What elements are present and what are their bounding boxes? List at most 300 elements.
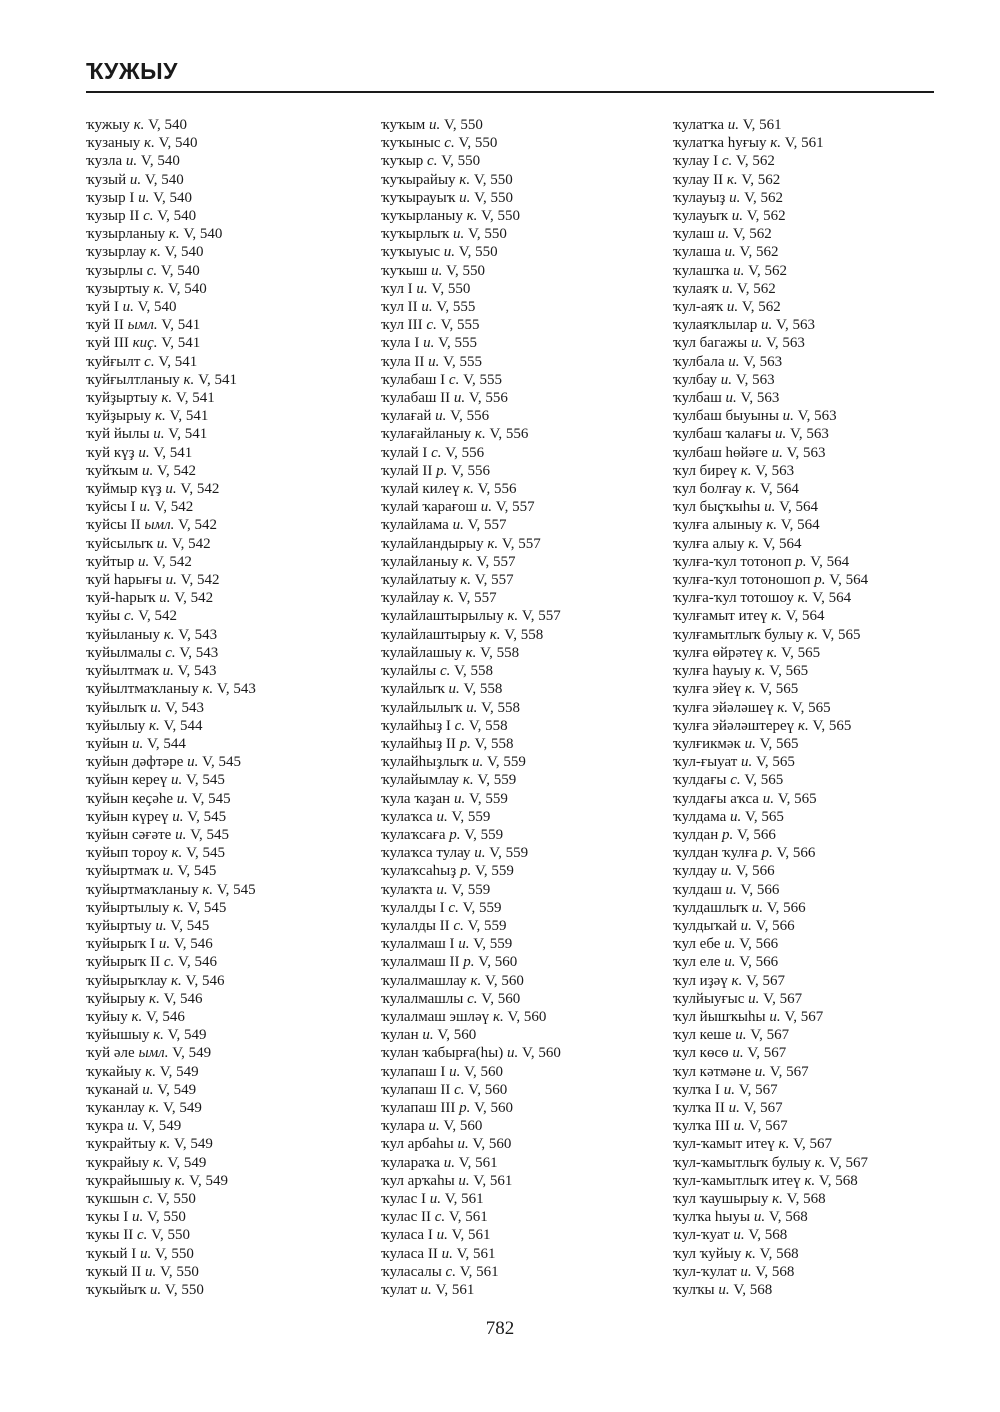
- entry-part-of-speech: и.: [751, 899, 763, 916]
- dictionary-entry: [381, 171, 561, 189]
- dictionary-entry: [86, 808, 256, 826]
- entry-reference: V, 562: [729, 226, 772, 243]
- entry-part-of-speech: к.: [183, 371, 195, 388]
- dictionary-entry: [673, 280, 868, 298]
- entry-part-of-speech: к.: [168, 226, 180, 243]
- entry-part-of-speech: к.: [745, 1245, 756, 1262]
- dictionary-entry: [673, 1263, 868, 1281]
- dictionary-entry: [86, 680, 256, 698]
- entry-part-of-speech: и.: [732, 1045, 744, 1062]
- entry-reference: V, 565: [741, 808, 784, 825]
- dictionary-entry: [381, 917, 561, 935]
- entry-reference: V, 560: [503, 1008, 547, 1025]
- entry-part-of-speech: и.: [729, 189, 741, 206]
- dictionary-entry: [381, 808, 561, 826]
- entry-headword: ҡулаш: [673, 226, 718, 243]
- entry-part-of-speech: с.: [444, 135, 455, 152]
- dictionary-entry: [381, 498, 561, 516]
- dictionary-entry: [673, 1154, 868, 1172]
- entry-part-of-speech: к.: [804, 1172, 816, 1189]
- dictionary-entry: [673, 353, 868, 371]
- entry-part-of-speech: и.: [172, 808, 184, 825]
- entry-part-of-speech: и.: [138, 553, 150, 570]
- entry-headword: ҡул II: [381, 299, 422, 316]
- entry-headword: ҡуканай: [86, 1081, 143, 1098]
- entry-part-of-speech: к.: [748, 535, 759, 552]
- dictionary-entry: [86, 1154, 256, 1172]
- entry-part-of-speech: и.: [744, 735, 756, 752]
- dictionary-entry: [86, 553, 256, 571]
- entry-headword: ҡузла: [86, 153, 126, 170]
- entry-headword: ҡулабаш II: [381, 390, 454, 407]
- dictionary-entry: [86, 407, 256, 425]
- entry-reference: V, 541: [157, 335, 201, 352]
- entry-reference: V, 567: [743, 1045, 787, 1062]
- entry-reference: V, 540: [133, 299, 177, 316]
- entry-headword: ҡулға алыныу: [673, 517, 767, 534]
- entry-headword: ҡулайһыҙ II: [381, 735, 460, 752]
- dictionary-entry: [86, 953, 256, 971]
- entry-part-of-speech: и.: [733, 1227, 745, 1244]
- entry-headword: ҡул I: [381, 280, 417, 297]
- entry-headword: ҡукайыу: [86, 1063, 146, 1080]
- entry-part-of-speech: и.: [122, 299, 134, 316]
- entry-reference: V, 561: [455, 1154, 498, 1171]
- dictionary-entry: [381, 152, 561, 170]
- dictionary-entry: [381, 389, 561, 407]
- entry-part-of-speech: и.: [142, 1081, 154, 1098]
- dictionary-entry: [86, 389, 256, 407]
- dictionary-entry: [673, 1081, 868, 1099]
- dictionary-entry: [86, 444, 256, 462]
- entry-headword: ҡулалды II: [381, 917, 454, 934]
- dictionary-entry: [381, 1226, 561, 1244]
- entry-reference: V, 564: [776, 517, 820, 534]
- dictionary-entry: [673, 498, 868, 516]
- entry-headword: ҡул болғау: [673, 481, 746, 498]
- entry-headword: ҡулаҡсаһыҙ: [381, 863, 460, 880]
- entry-reference: V, 565: [777, 644, 821, 661]
- dictionary-entry: [86, 990, 256, 1008]
- entry-headword: ҡузырлы: [86, 262, 147, 279]
- entry-headword: ҡулдағы аҡса: [673, 790, 763, 807]
- entry-reference: V, 545: [198, 754, 242, 771]
- dictionary-entry: [673, 644, 868, 662]
- entry-headword: ҡулға эйәләшеү: [673, 699, 778, 716]
- dictionary-entry: [86, 189, 256, 207]
- entry-reference: V, 566: [762, 899, 806, 916]
- entry-headword: ҡузыр II: [86, 208, 144, 225]
- entry-part-of-speech: к.: [489, 626, 501, 643]
- dictionary-entry: [86, 589, 256, 607]
- entry-reference: V, 557: [491, 499, 535, 516]
- entry-part-of-speech: к.: [745, 481, 757, 498]
- entry-headword: ҡулалмаш II: [381, 954, 464, 971]
- entry-reference: V, 550: [477, 208, 521, 225]
- dictionary-entry: [673, 371, 868, 389]
- entry-headword: ҡулапаш III: [381, 1099, 460, 1116]
- entry-reference: V, 546: [174, 954, 217, 971]
- dictionary-entry: [673, 407, 868, 425]
- dictionary-entry: [86, 1226, 256, 1244]
- entry-reference: V, 545: [182, 845, 225, 862]
- dictionary-entry: [381, 862, 561, 880]
- entry-part-of-speech: ымл.: [138, 1045, 169, 1062]
- dictionary-entry: [381, 1154, 561, 1172]
- entry-headword: ҡуйсылыҡ: [86, 535, 157, 552]
- entry-part-of-speech: и.: [725, 390, 737, 407]
- dictionary-entry: [381, 680, 561, 698]
- entry-part-of-speech: к.: [133, 117, 145, 133]
- entry-part-of-speech: с.: [426, 317, 437, 334]
- entry-headword: ҡукы II: [86, 1227, 137, 1244]
- entry-part-of-speech: к.: [462, 553, 473, 570]
- entry-headword: ҡузаныу: [86, 135, 145, 152]
- entry-headword: ҡулдағы: [673, 772, 731, 789]
- dictionary-entry: [381, 1245, 561, 1263]
- dictionary-entry: [673, 899, 868, 917]
- entry-part-of-speech: и.: [764, 499, 776, 516]
- dictionary-entry: [673, 735, 868, 753]
- entry-headword: ҡулайлылыҡ: [381, 699, 467, 716]
- dictionary-entry: [86, 262, 256, 280]
- entry-part-of-speech: и.: [127, 1118, 139, 1135]
- entry-part-of-speech: к.: [778, 1136, 790, 1153]
- entry-headword: ҡулайлаштырылыу: [381, 608, 508, 625]
- entry-headword: ҡуйын кеҫәһе: [86, 790, 177, 807]
- entry-part-of-speech: с.: [434, 1209, 446, 1226]
- dictionary-entry: [381, 298, 561, 316]
- entry-headword: ҡулайландырыу: [381, 535, 488, 552]
- dictionary-entry: [381, 844, 561, 862]
- entry-part-of-speech: к.: [797, 590, 809, 607]
- entry-headword: ҡуласа I: [381, 1227, 437, 1244]
- entry-part-of-speech: и.: [420, 1282, 432, 1298]
- entry-part-of-speech: с.: [136, 1227, 148, 1244]
- entry-part-of-speech: р.: [795, 553, 807, 570]
- dictionary-entry: [381, 1190, 561, 1208]
- entry-reference: V, 558: [500, 626, 544, 643]
- entry-headword: ҡуйылтмаҡланыу: [86, 681, 203, 698]
- entry-reference: V, 545: [186, 826, 229, 843]
- entry-reference: V, 557: [463, 517, 507, 534]
- entry-reference: V, 567: [766, 1063, 809, 1080]
- entry-part-of-speech: с.: [427, 153, 438, 170]
- entry-reference: V, 545: [166, 917, 210, 934]
- entry-reference: V, 559: [463, 917, 507, 934]
- entry-reference: V, 561: [452, 1245, 496, 1262]
- dictionary-entry: [381, 1135, 561, 1153]
- dictionary-entry: [673, 152, 868, 170]
- entry-reference: V, 543: [161, 699, 205, 716]
- entry-part-of-speech: и.: [175, 826, 187, 843]
- entry-headword: ҡулайлы: [381, 663, 440, 680]
- entry-reference: V, 543: [173, 663, 217, 680]
- entry-reference: V, 542: [150, 499, 194, 516]
- entry-headword: ҡуйылыҡ: [86, 699, 151, 716]
- dictionary-entry: [86, 134, 256, 152]
- entry-reference: V, 565: [755, 681, 799, 698]
- entry-reference: V, 560: [433, 1027, 477, 1044]
- dictionary-entry: [86, 425, 256, 443]
- entry-reference: V, 549: [185, 1172, 228, 1189]
- entry-reference: V, 542: [168, 535, 211, 552]
- page-title: ҠУЖЫУ: [86, 58, 178, 84]
- entry-headword: ҡулбаш ҡалағы: [673, 426, 776, 443]
- entry-headword: ҡул-ҡулат: [673, 1263, 741, 1280]
- entry-part-of-speech: р.: [761, 845, 773, 862]
- entry-headword: ҡулай ҡарағош: [381, 499, 481, 516]
- entry-reference: V, 541: [157, 317, 201, 334]
- entry-part-of-speech: с.: [144, 353, 155, 370]
- entry-reference: V, 563: [786, 426, 829, 443]
- entry-reference: V, 562: [738, 299, 781, 316]
- entry-reference: V, 561: [781, 135, 824, 152]
- entry-reference: V, 541: [149, 444, 193, 461]
- entry-headword: ҡул еле: [673, 954, 725, 971]
- entry-headword: ҡулашҡа: [673, 262, 734, 279]
- entry-reference: V, 557: [454, 590, 497, 607]
- dictionary-entry: [381, 444, 561, 462]
- entry-part-of-speech: и.: [717, 226, 730, 243]
- entry-part-of-speech: и.: [728, 1099, 740, 1116]
- entry-reference: V, 560: [439, 1118, 483, 1135]
- entry-reference: V, 543: [213, 681, 256, 698]
- entry-reference: V, 565: [755, 735, 799, 752]
- entry-headword: ҡуйылтмаҡ: [86, 663, 163, 680]
- dictionary-entry: [86, 1172, 256, 1190]
- dictionary-entry: [86, 225, 256, 243]
- entry-reference: V, 541: [172, 390, 215, 407]
- entry-reference: V, 540: [137, 153, 180, 170]
- entry-headword: ҡулараҡа: [381, 1154, 444, 1171]
- entry-reference: V, 566: [772, 845, 816, 862]
- entry-reference: V, 568: [729, 1282, 773, 1298]
- entry-headword: ҡуҡыныс: [381, 135, 445, 152]
- entry-headword: ҡуйы: [86, 608, 124, 625]
- entry-part-of-speech: и.: [441, 1245, 453, 1262]
- entry-reference: V, 568: [755, 1245, 799, 1262]
- dictionary-entry: [86, 844, 256, 862]
- dictionary-entry: [673, 935, 868, 953]
- entry-reference: V, 567: [744, 1118, 788, 1135]
- entry-reference: V, 555: [434, 335, 477, 352]
- entry-headword: ҡулаша: [673, 244, 725, 261]
- dictionary-entry: [673, 1245, 868, 1263]
- entry-reference: V, 560: [460, 1063, 504, 1080]
- entry-reference: V, 556: [465, 390, 508, 407]
- entry-reference: V, 563: [772, 317, 815, 334]
- dictionary-entry: [86, 1190, 256, 1208]
- dictionary-entry: [381, 1208, 561, 1226]
- entry-reference: V, 550: [470, 189, 514, 206]
- dictionary-entry: [86, 334, 256, 352]
- entry-reference: V, 555: [432, 299, 476, 316]
- dictionary-entry: [673, 444, 868, 462]
- entry-headword: ҡулбала: [673, 353, 729, 370]
- entry-part-of-speech: и.: [448, 681, 460, 698]
- entry-part-of-speech: с.: [448, 371, 460, 388]
- dictionary-entry: [673, 298, 868, 316]
- entry-headword: ҡулғикмәк: [673, 735, 745, 752]
- dictionary-entry: [86, 1026, 256, 1044]
- page-number: 782: [485, 1318, 515, 1339]
- entry-part-of-speech: к.: [463, 481, 474, 498]
- entry-part-of-speech: к.: [771, 608, 782, 625]
- entry-headword: ҡулаҡта: [381, 881, 437, 898]
- entry-part-of-speech: к.: [443, 590, 455, 607]
- dictionary-entry: [86, 917, 256, 935]
- entry-headword: ҡулан ҡабырға(һы): [381, 1045, 507, 1062]
- entry-reference: V, 541: [165, 408, 209, 425]
- dictionary-entry: [86, 1117, 256, 1135]
- entry-headword: ҡуйыу: [86, 1008, 132, 1025]
- entry-part-of-speech: и.: [775, 426, 787, 443]
- entry-headword: ҡуйып тороу: [86, 845, 172, 862]
- entry-headword: ҡула II: [381, 353, 429, 370]
- entry-reference: V, 563: [793, 408, 837, 425]
- entry-part-of-speech: к.: [171, 845, 183, 862]
- entry-headword: ҡуҡырланыу: [381, 208, 467, 225]
- dictionary-entry: [381, 771, 561, 789]
- entry-part-of-speech: к.: [474, 426, 486, 443]
- entry-headword: ҡул III: [381, 317, 427, 334]
- entry-reference: V, 542: [149, 553, 192, 570]
- entry-part-of-speech: к.: [149, 717, 160, 734]
- entry-reference: V, 557: [471, 572, 514, 589]
- entry-headword: ҡуйҙыртыу: [86, 390, 162, 407]
- entry-headword: ҡуйыртмаҡ: [86, 863, 163, 880]
- dictionary-entry: [381, 953, 561, 971]
- entry-part-of-speech: и.: [125, 153, 138, 170]
- entry-headword: ҡуҡырауыҡ: [381, 189, 460, 206]
- dictionary-entry: [673, 1226, 868, 1244]
- entry-headword: ҡул быҫҡыһы: [673, 499, 765, 516]
- entry-headword: ҡул ебе: [673, 936, 725, 953]
- entry-reference: V, 545: [182, 772, 225, 789]
- dictionary-entry: [673, 1063, 868, 1081]
- entry-headword: ҡузырлау: [86, 244, 151, 261]
- entry-part-of-speech: р.: [459, 863, 472, 880]
- entry-part-of-speech: и.: [131, 735, 144, 752]
- entry-headword: ҡулалмашлау: [381, 972, 471, 989]
- entry-part-of-speech: с.: [439, 663, 451, 680]
- entry-headword: ҡуйышыу: [86, 1027, 154, 1044]
- entry-headword: ҡул-ҡамытлыҡ булыу: [673, 1154, 815, 1171]
- entry-headword: ҡулай II: [381, 462, 437, 479]
- entry-headword: ҡуймыр күҙ: [86, 481, 166, 498]
- entry-reference: V, 542: [176, 481, 220, 498]
- entry-reference: V, 563: [751, 462, 795, 479]
- entry-headword: ҡулайлау: [381, 590, 444, 607]
- entry-reference: V, 565: [817, 626, 861, 643]
- dictionary-entry: [86, 826, 256, 844]
- dictionary-entry: [86, 516, 256, 534]
- entry-reference: V, 543: [174, 626, 218, 643]
- entry-reference: V, 564: [775, 499, 818, 516]
- dictionary-entry: [381, 116, 561, 134]
- entry-headword: ҡул ҡаушырыу: [673, 1190, 773, 1207]
- entry-headword: ҡуй күҙ: [86, 444, 139, 461]
- entry-part-of-speech: и.: [457, 1136, 469, 1153]
- entry-reference: V, 564: [756, 481, 799, 498]
- entry-reference: V, 561: [441, 1190, 484, 1207]
- dictionary-entry: [86, 280, 256, 298]
- entry-headword: ҡулға өйрәтеү: [673, 644, 767, 661]
- entry-headword: ҡулаҡсаға: [381, 826, 450, 843]
- entry-part-of-speech: и.: [158, 936, 171, 953]
- entry-part-of-speech: и.: [428, 1118, 440, 1135]
- entry-reference: V, 543: [175, 644, 219, 661]
- entry-headword: ҡуйҙырыу: [86, 408, 155, 425]
- entry-reference: V, 557: [498, 535, 541, 552]
- entry-part-of-speech: ымл.: [144, 517, 175, 534]
- entry-reference: V, 550: [147, 1227, 191, 1244]
- entry-part-of-speech: и.: [452, 517, 464, 534]
- dictionary-entry: [381, 334, 561, 352]
- dictionary-entry: [673, 116, 868, 134]
- dictionary-entry: [673, 425, 868, 443]
- entry-reference: V, 567: [734, 1081, 778, 1098]
- dictionary-entry: [86, 699, 256, 717]
- entry-headword: ҡул кеше: [673, 1027, 736, 1044]
- entry-headword: ҡул-ғыуат: [673, 754, 742, 771]
- dictionary-entry: [86, 1208, 256, 1226]
- dictionary-entry: [673, 808, 868, 826]
- entry-part-of-speech: и.: [750, 335, 763, 352]
- entry-reference: V, 559: [483, 754, 526, 771]
- dictionary-entry: [673, 334, 868, 352]
- entry-part-of-speech: и.: [782, 408, 794, 425]
- entry-headword: ҡулалмаш I: [381, 936, 459, 953]
- dictionary-entry: [381, 225, 561, 243]
- entry-part-of-speech: и.: [730, 808, 742, 825]
- entry-headword: ҡулайлаштырыу: [381, 626, 490, 643]
- entry-part-of-speech: и.: [453, 790, 466, 807]
- entry-reference: V, 549: [168, 1045, 212, 1062]
- entry-headword: ҡулҡа III: [673, 1118, 734, 1135]
- entry-part-of-speech: к.: [152, 1154, 164, 1171]
- entry-part-of-speech: и.: [474, 845, 486, 862]
- entry-column-3: [673, 116, 868, 1299]
- entry-headword: ҡулауыҡ: [673, 208, 732, 225]
- dictionary-entry: [673, 535, 868, 553]
- dictionary-entry: [381, 626, 561, 644]
- entry-reference: V, 566: [733, 826, 776, 843]
- entry-part-of-speech: к.: [149, 990, 160, 1007]
- dictionary-entry: [381, 972, 561, 990]
- entry-reference: V, 550: [151, 1245, 194, 1262]
- entry-part-of-speech: и.: [170, 772, 183, 789]
- entry-part-of-speech: и.: [140, 1245, 152, 1262]
- entry-headword: ҡулау I: [673, 153, 722, 170]
- entry-reference: V, 559: [465, 790, 508, 807]
- entry-part-of-speech: и.: [771, 444, 783, 461]
- entry-reference: V, 562: [740, 189, 783, 206]
- entry-part-of-speech: и.: [458, 1172, 470, 1189]
- dictionary-entry: [86, 626, 256, 644]
- entry-headword: ҡукшын: [86, 1190, 143, 1207]
- dictionary-entry: [381, 462, 561, 480]
- entry-headword: ҡулаяҡ: [673, 280, 722, 297]
- dictionary-entry: [381, 480, 561, 498]
- entry-headword: ҡукыйыҡ: [86, 1282, 150, 1298]
- entry-part-of-speech: и.: [436, 1227, 448, 1244]
- dictionary-entry: [86, 571, 256, 589]
- dictionary-entry: [381, 134, 561, 152]
- entry-reference: V, 556: [447, 462, 491, 479]
- dictionary-entry: [381, 425, 561, 443]
